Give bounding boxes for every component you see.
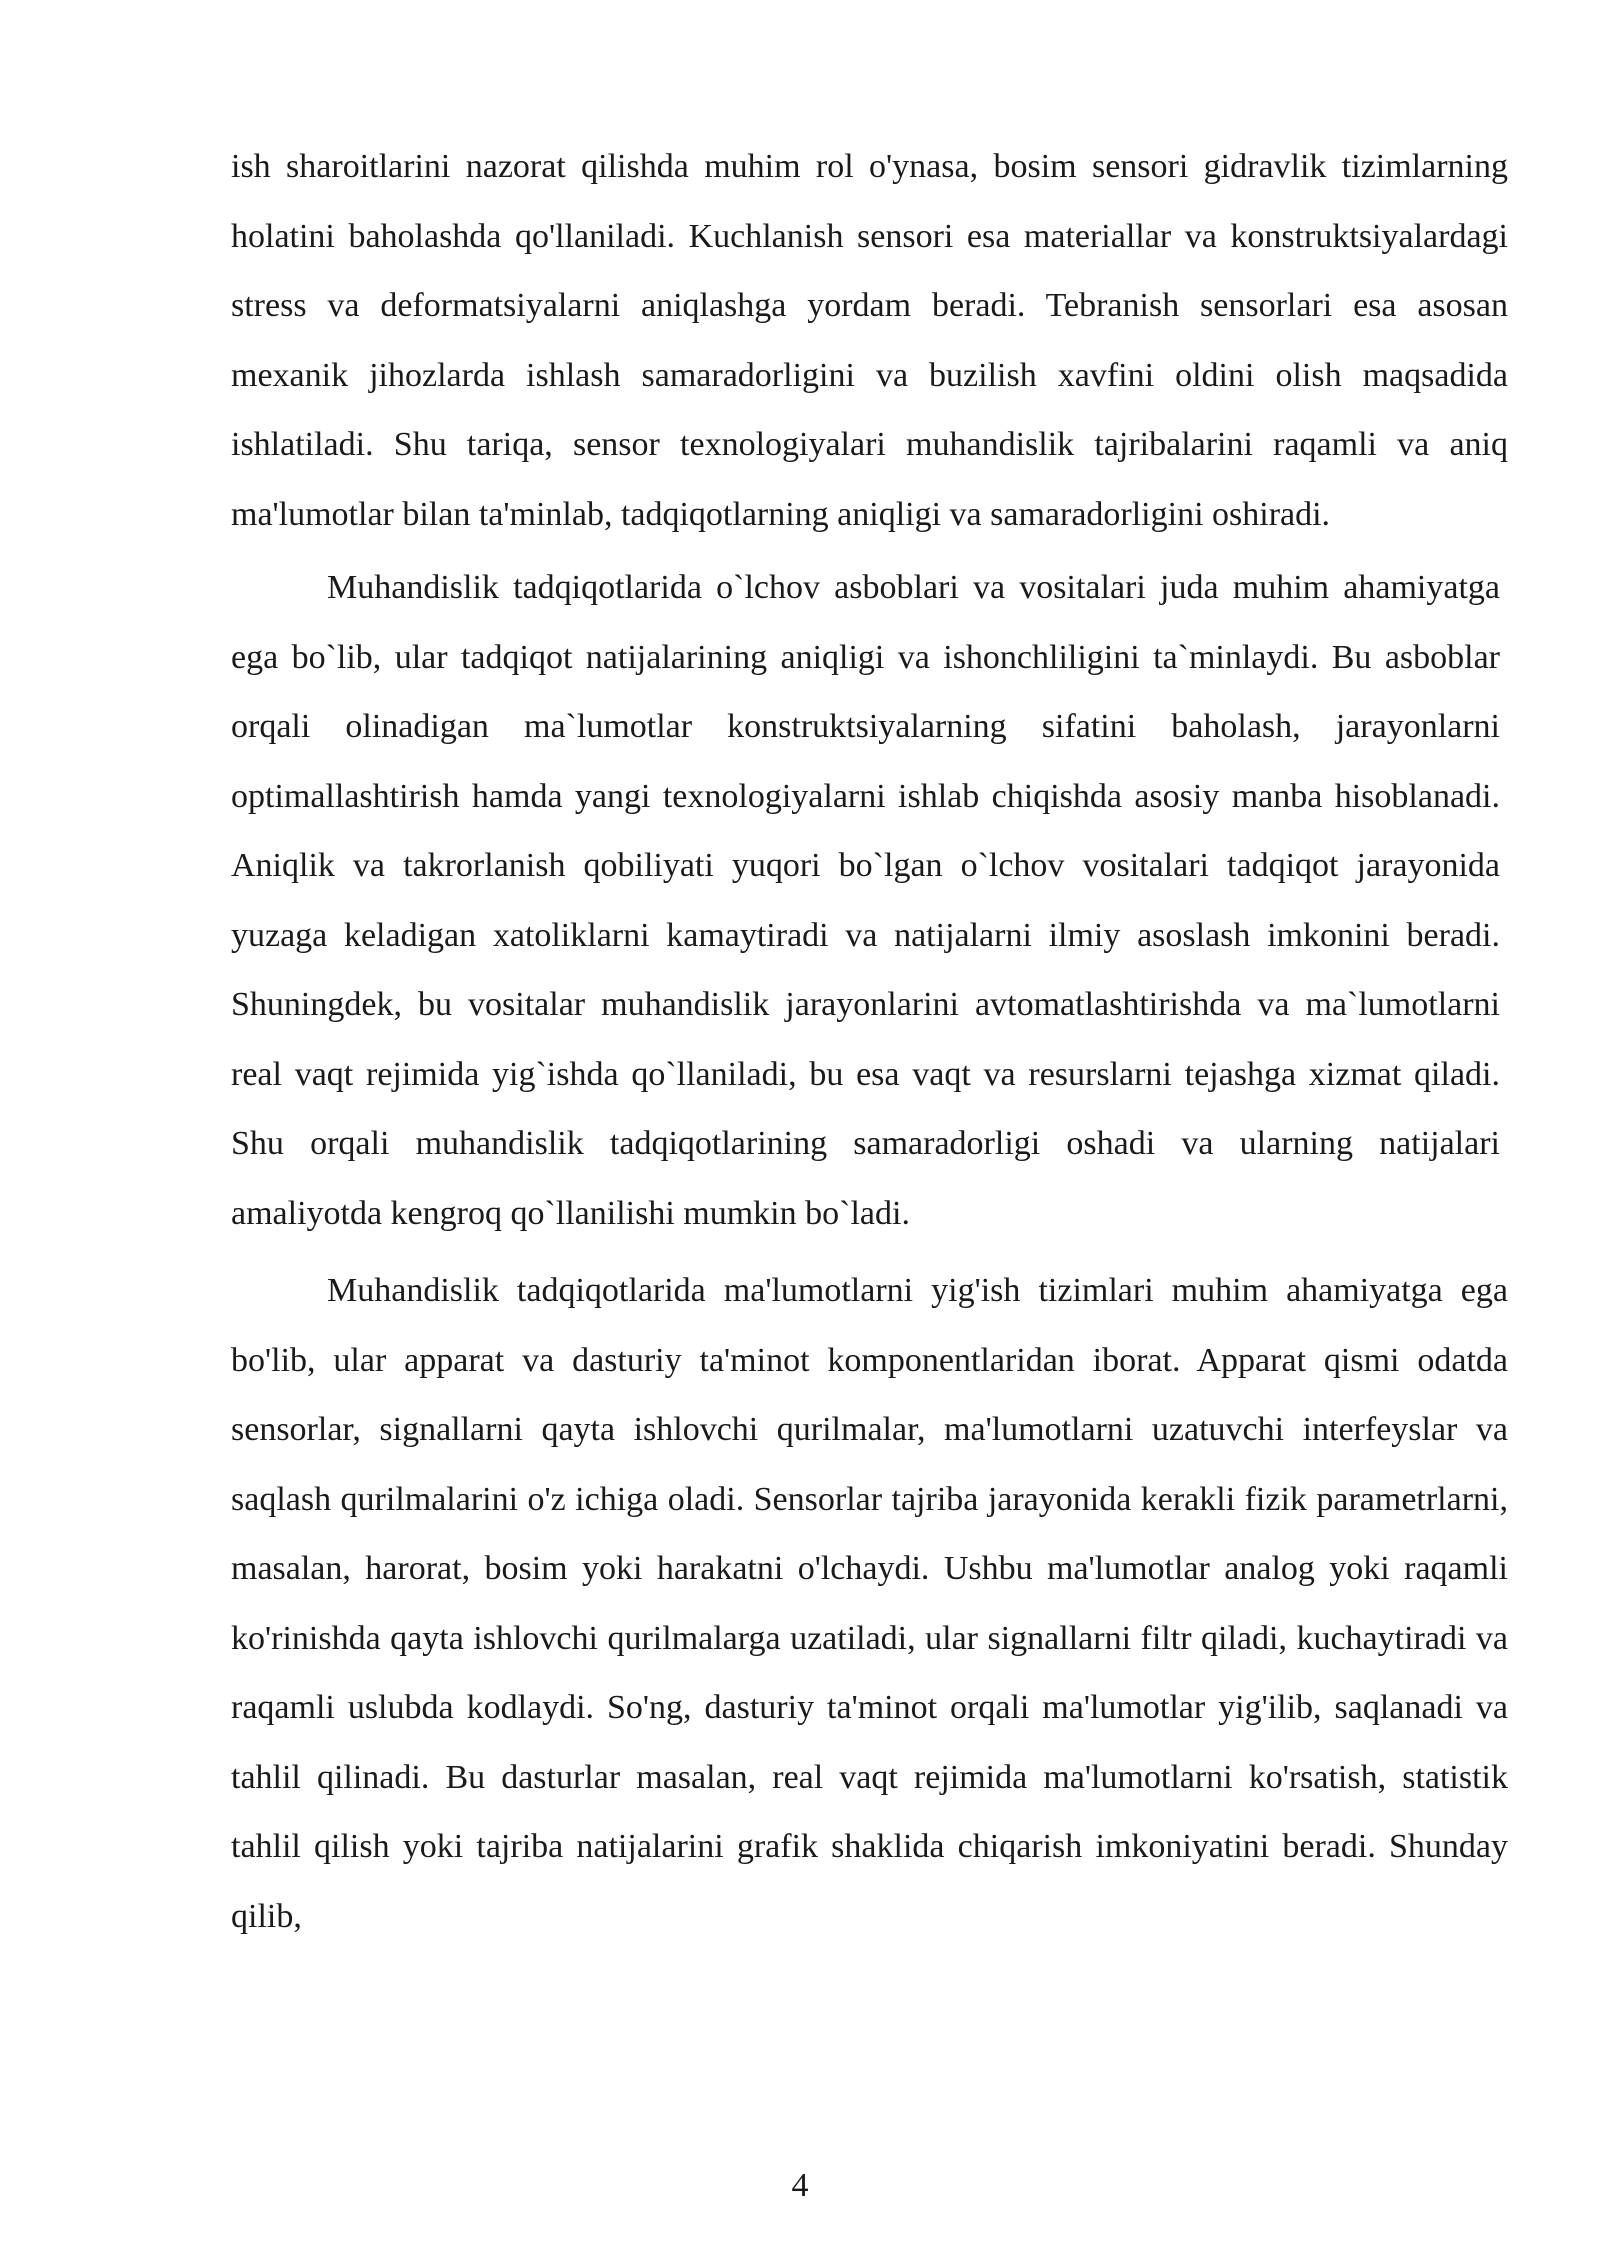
paragraph-sensor-technologies: ish sharoitlarini nazorat qilishda muhim rol o'ynasa, bosim sensori gidravlik tizimlarning holatini baholashda qo'llaniladi. Kuchlanish sensori esa materiallar va konstruktsiyalardagi stress va deformatsiyalarni aniqlashga yordam beradi. Tebranish sensorlari esa asosan mexanik jihozlarda ishlash samaradorligini va buzilish xavfini oldini olish maqsadida ishlatiladi. Shu tariqa, sensor texnologiyalari muhandislik tajribalarini raqamli va aniq ma'lumotlar bilan ta'minlab, tadqiqotlarning aniqligi va samaradorligini oshiradi. <box>231 148 1508 533</box>
paragraph-data-acquisition-systems: Muhandislik tadqiqotlarida ma'lumotlarni yig'ish tizimlari muhim ahamiyatga ega bo'lib, ular apparat va dasturiy ta'minot komponentlaridan iborat. Apparat qismi odatda sensorlar, signallarni qayta ishlovchi qurilmalar, ma'lumotlarni uzatuvchi interfeyslar va saqlash qurilmalarini o'z ichiga oladi. Sensorlar tajriba jarayonida kerakli fizik parametrlarni, masalan, harorat, bosim yoki harakatni o'lchaydi. Ushbu ma'lumotlar analog yoki raqamli ko'rinishda qayta ishlovchi qurilmalarga uzatiladi, ular signallarni filtr qiladi, kuchaytiradi va raqamli uslubda kodlaydi. So'ng, dasturiy ta'minot orqali ma'lumotlar yig'ilib, saqlanadi va tahlil qilinadi. Bu dasturlar masalan, real vaqt rejimida ma'lumotlarni ko'rsatish, statistik tahlil qilish yoki tajriba natijalarini grafik shaklida chiqarish imkoniyatini beradi. Shunday qilib, <box>231 1272 1508 1935</box>
paragraph-measurement-instruments: Muhandislik tadqiqotlarida o`lchov asboblari va vositalari juda muhim ahamiyatga ega bo`lib, ular tadqiqot natijalarining aniqligi va ishonchliligini ta`minlaydi. Bu asboblar orqali olinadigan ma`lumotlar konstruktsiyalarning sifatini baholash, jarayonlarni optimallashtirish hamda yangi texnologiyalarni ishlab chiqishda asosiy manba hisoblanadi. Aniqlik va takrorlanish qobiliyati yuqori bo`lgan o`lchov vositalari tadqiqot jarayonida yuzaga keladigan xatoliklarni kamaytiradi va natijalarni ilmiy asoslash imkonini beradi. Shuningdek, bu vositalar muhandislik jarayonlarini avtomatlashtirishda va ma`lumotlarni real vaqt rejimida yig`ishda qo`llaniladi, bu esa vaqt va resurslarni tejashga xizmat qiladi. Shu orqali muhandislik tadqiqotlarining samaradorligi oshadi va ularning natijalari amaliyotda kengroq qo`llanilishi mumkin bo`ladi. <box>231 569 1500 1232</box>
page-number: 4 <box>791 2167 809 2204</box>
page-body <box>231 132 1508 1951</box>
